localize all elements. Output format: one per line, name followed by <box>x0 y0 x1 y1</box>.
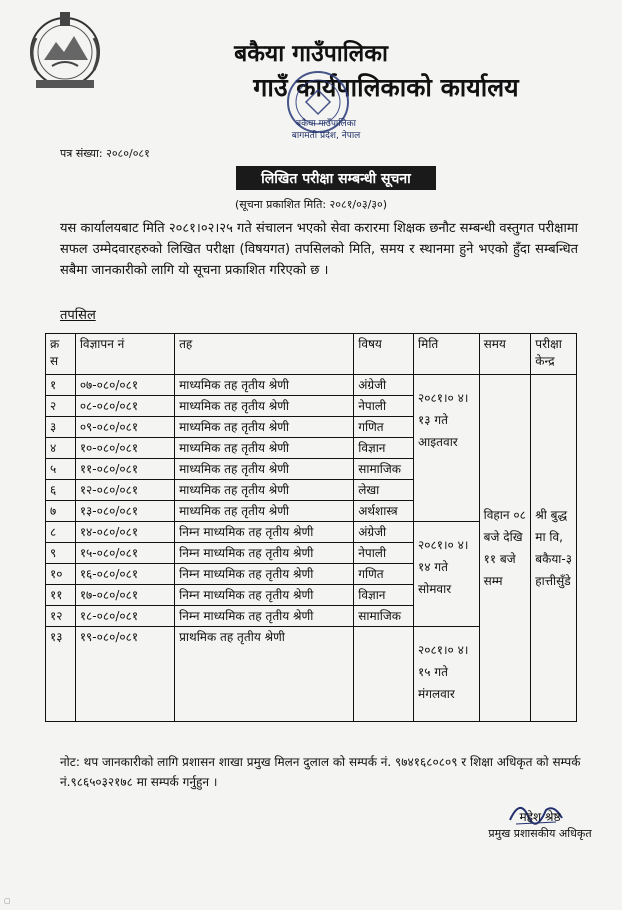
notice-title <box>236 166 436 190</box>
header-center: परीक्षा केन्द्र <box>531 334 577 375</box>
cell-subject: गणित <box>354 417 414 438</box>
cell-time: विहान ०८ बजे देखि ११ बजे सम्म <box>479 375 531 722</box>
cell-ad-no: १८-०८०/०८१ <box>75 606 174 627</box>
cell-subject: नेपाली <box>354 543 414 564</box>
stamp-line: बकैया गाउँपालिका <box>296 119 356 129</box>
cell-subject: विज्ञान <box>354 585 414 606</box>
signatory-name: महेश श्रेष्ठ <box>519 810 561 824</box>
cell-subject: सामाजिक <box>354 459 414 480</box>
cell-level: निम्न माध्यमिक तह तृतीय श्रेणी <box>175 522 354 543</box>
cell-level: माध्यमिक तह तृतीय श्रेणी <box>175 501 354 522</box>
cell-subject: नेपाली <box>354 396 414 417</box>
header-level: तह <box>175 334 354 375</box>
municipality-name: बकैया गाउँपालिका <box>234 40 388 67</box>
office-name: गाउँ कार्यपालिकाको कार्यालय <box>253 73 519 102</box>
cell-sn: १ <box>46 375 76 396</box>
cell-ad-no: १३-०८०/०८१ <box>75 501 174 522</box>
cell-level: माध्यमिक तह तृतीय श्रेणी <box>175 375 354 396</box>
cell-sn: १२ <box>46 606 76 627</box>
cell-level: निम्न माध्यमिक तह तृतीय श्रेणी <box>175 606 354 627</box>
cell-subject: विज्ञान <box>354 438 414 459</box>
cell-ad-no: ११-०८०/०८१ <box>75 459 174 480</box>
exam-schedule-table <box>45 333 577 722</box>
cell-sn: २ <box>46 396 76 417</box>
cell-sn: ४ <box>46 438 76 459</box>
reference-number: पत्र संख्या: २०८०/०८१ <box>60 147 150 160</box>
cell-sn: ७ <box>46 501 76 522</box>
cell-ad-no: १७-०८०/०८१ <box>75 585 174 606</box>
cell-ad-no: १६-०८०/०८१ <box>75 564 174 585</box>
publish-date: (सूचना प्रकाशित मिति: २०८१/०३/३०) <box>234 198 388 211</box>
cell-level: निम्न माध्यमिक तह तृतीय श्रेणी <box>175 543 354 564</box>
cell-date-group-1: २०८१।० ४।१३ गते आइतवार <box>414 375 480 522</box>
cell-level: माध्यमिक तह तृतीय श्रेणी <box>175 459 354 480</box>
cell-date-group-2: २०८१।० ४।१४ गते सोमवार <box>414 522 480 627</box>
cell-ad-no: १९-०८०/०८१ <box>75 627 174 722</box>
cell-subject: अंग्रेजी <box>354 522 414 543</box>
cell-sn: ९ <box>46 543 76 564</box>
table-row <box>46 375 577 396</box>
cell-subject <box>354 627 414 722</box>
cell-ad-no: १२-०८०/०८१ <box>75 480 174 501</box>
cell-sn: ११ <box>46 585 76 606</box>
cell-center: श्री बुद्ध मा वि, बकैया-३ हात्तीसुँडे <box>531 375 577 722</box>
notice-title-text: लिखित परीक्षा सम्बन्धी सूचना <box>261 170 411 187</box>
cell-level: निम्न माध्यमिक तह तृतीय श्रेणी <box>175 564 354 585</box>
header-time: समय <box>479 334 531 375</box>
cell-level: माध्यमिक तह तृतीय श्रेणी <box>175 480 354 501</box>
header-ad-no: विज्ञापन नं <box>75 334 174 375</box>
cell-level: माध्यमिक तह तृतीय श्रेणी <box>175 438 354 459</box>
cell-subject: लेखा <box>354 480 414 501</box>
cell-ad-no: १४-०८०/०८१ <box>75 522 174 543</box>
header-date: मिति <box>414 334 480 375</box>
cell-ad-no: ०९-०८०/०८१ <box>75 417 174 438</box>
cell-level: माध्यमिक तह तृतीय श्रेणी <box>175 417 354 438</box>
cell-subject: गणित <box>354 564 414 585</box>
header-subject: विषय <box>354 334 414 375</box>
cell-ad-no: ०८-०८०/०८१ <box>75 396 174 417</box>
scanner-watermark-icon: ▢ <box>4 897 11 905</box>
cell-sn: १३ <box>46 627 76 722</box>
cell-sn: ८ <box>46 522 76 543</box>
cell-subject: सामाजिक <box>354 606 414 627</box>
cell-level: निम्न माध्यमिक तह तृतीय श्रेणी <box>175 585 354 606</box>
cell-ad-no: १०-०८०/०८१ <box>75 438 174 459</box>
cell-sn: ५ <box>46 459 76 480</box>
notice-body: यस कार्यालयबाट मिति २०८१।०२।२५ गते संचालन भएको सेवा करारमा शिक्षक छनौट सम्बन्धी वस्तुगत परीक्षामा सफल उम्मेदवारहरुको लिखित परीक्षा (विषयगत) तपसिलको मिति, समय र स्थानमा हुने भएको हुँदा सम्बन्धित सबैमा जानकारीको लागि यो सूचना प्रकाशित गरिएको छ । <box>60 221 578 278</box>
cell-subject: अर्थशास्त्र <box>354 501 414 522</box>
cell-subject: अंग्रेजी <box>354 375 414 396</box>
table-header-row <box>46 334 577 375</box>
contact-note: नोट: थप जानकारीको लागि प्रशासन शाखा प्रमुख मिलन दुलाल को सम्पर्क नं. ९७४१६८०८०९ र शिक्षा अधिकृत को सम्पर्क नं.९८६५०३२१७८ मा सम्पर्क गर्नुहुन । <box>60 755 581 789</box>
stamp-line: बागमती प्रदेश, नेपाल <box>291 131 361 141</box>
stamp-text <box>266 118 386 142</box>
cell-ad-no: ०७-०८०/०८१ <box>75 375 174 396</box>
signatory-title: प्रमुख प्रशासकीय अधिकृत <box>488 827 592 840</box>
header-sn: क्र स <box>46 334 76 375</box>
cell-level: माध्यमिक तह तृतीय श्रेणी <box>175 396 354 417</box>
cell-sn: १० <box>46 564 76 585</box>
cell-date-group-3: २०८१।० ४।१५ गते मंगलवार <box>414 627 480 722</box>
cell-ad-no: १५-०८०/०८१ <box>75 543 174 564</box>
cell-sn: ६ <box>46 480 76 501</box>
schedule-label: तपसिल <box>60 308 96 323</box>
cell-sn: ३ <box>46 417 76 438</box>
cell-level: प्राथमिक तह तृतीय श्रेणी <box>175 627 354 722</box>
